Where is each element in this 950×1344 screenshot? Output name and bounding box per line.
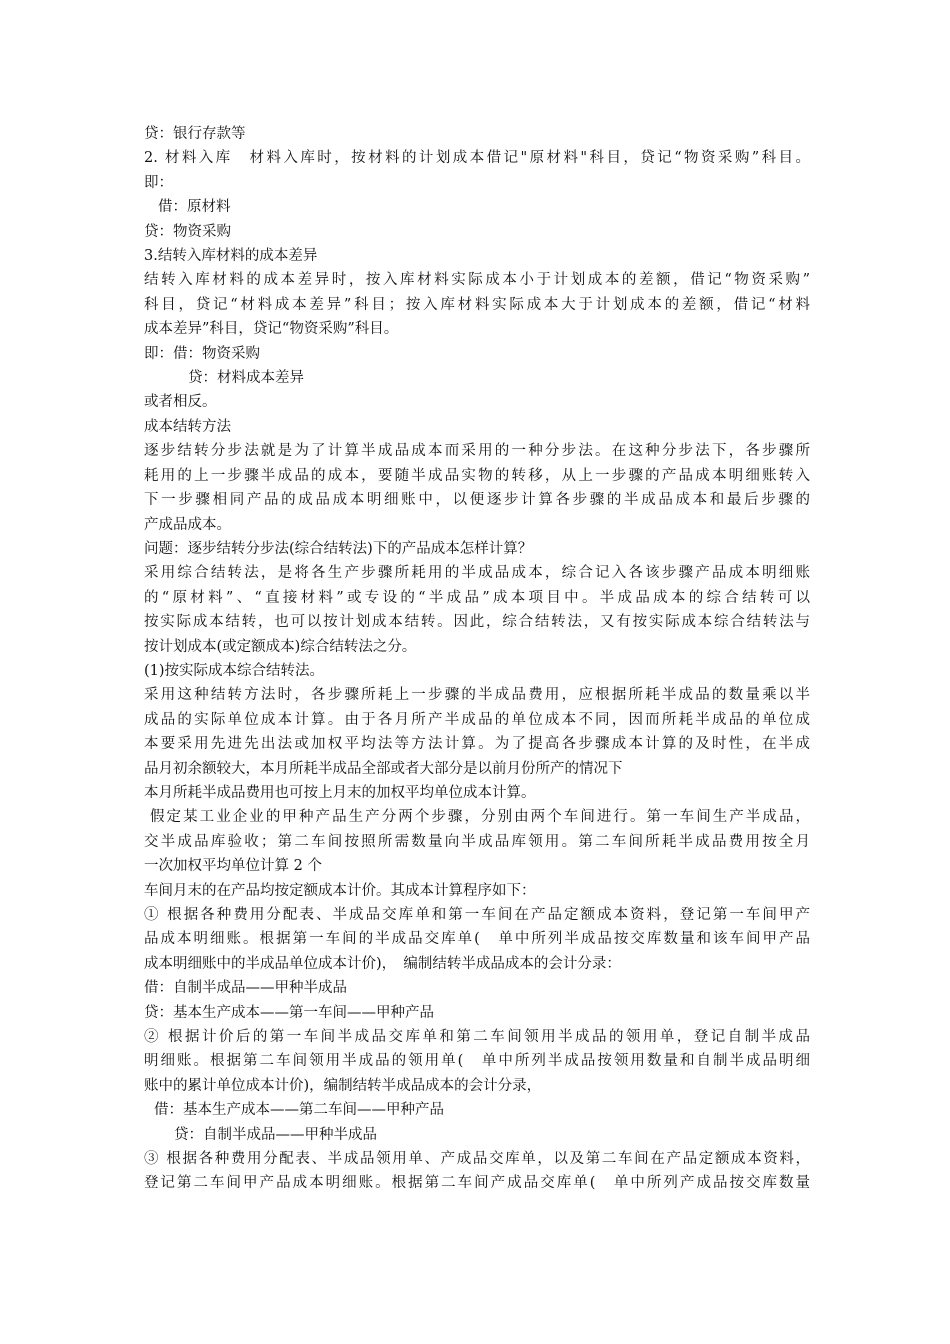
text-line: 耗用的上一步骤半成品的成本，要随半成品实物的转移，从上一步骤的产品成本明细账转入 — [144, 467, 810, 484]
text-line: 明细账。根据第二车间领用半成品的领用单( 单中所列半成品按领用数量和自制半成品明细 — [144, 1053, 810, 1070]
text-line: 贷：基本生产成本——第一车间——甲种产品 — [144, 1004, 434, 1021]
text-line: 按实际成本结转，也可以按计划成本结转。因此，综合结转法，又有按实际成本综合结转法与 — [144, 614, 810, 631]
text-line: 问题：逐步结转分步法(综合结转法)下的产品成本怎样计算？ — [144, 540, 533, 557]
text-line: 交半成品库验收；第二车间按照所需数量向半成品库领用。第二车间所耗半成品费用按全月 — [144, 833, 810, 850]
text-line: 逐步结转分步法就是为了计算半成品成本而采用的一种分步法。在这种分步法下，各步骤所 — [144, 443, 810, 460]
text-line: ① 根据各种费用分配表、半成品交库单和第一车间在产品定额成本资料，登记第一车间甲产 — [144, 907, 810, 923]
text-line: 品成本明细账。根据第一车间的半成品交库单( 单中所列半成品按交库数量和该车间甲产品 — [144, 931, 810, 948]
text-line: 登记第二车间甲产品成本明细账。根据第二车间产成品交库单( 单中所列产成品按交库数量 — [144, 1175, 810, 1192]
text-line: ② 根据计价后的第一车间半成品交库单和第二车间领用半成品的领用单，登记自制半成品 — [144, 1029, 810, 1046]
text-line: 采用这种结转方法时，各步骤所耗上一步骤的半成品费用，应根据所耗半成品的数量乘以半 — [144, 687, 810, 704]
text-line: 成本结转方法 — [144, 418, 231, 435]
text-line: 假定某工业企业的甲种产品生产分两个步骤，分别由两个车间进行。第一车间生产半成品， — [150, 809, 810, 826]
text-line: 贷：自制半成品——甲种半成品 — [174, 1126, 377, 1143]
text-line: 或者相反。 — [144, 394, 217, 411]
text-line: 即：借：物资采购 — [144, 345, 260, 362]
text-line: 贷：银行存款等 — [144, 126, 246, 142]
text-line: 2. 材料入库 材料入库时，按材料的计划成本借记"原材料"科目，贷记“物资采购”科目。 — [144, 150, 810, 167]
text-line: 科目，贷记“材料成本差异”科目；按入库材料实际成本大于计划成本的差额，借记“材料 — [144, 296, 810, 313]
text-line: ③ 根据各种费用分配表、半成品领用单、产成品交库单，以及第二车间在产品定额成本资料， — [144, 1151, 810, 1168]
text-line: 成本明细账中的半成品单位成本计价)， 编制结转半成品成本的会计分录： — [144, 955, 621, 972]
text-line: 本月所耗半成品费用也可按上月末的加权平均单位成本计算。 — [144, 784, 536, 801]
text-line: 借：自制半成品——甲种半成品 — [144, 980, 347, 997]
text-line: 的“原材料”、“直接材料”或专设的“半成品”成本项目中。半成品成本的综合结转可以 — [144, 589, 810, 606]
text-line: 下一步骤相同产品的成品成本明细账中，以便逐步计算各步骤的半成品成本和最后步骤的 — [144, 492, 810, 509]
text-line: 采用综合结转法，是将各生产步骤所耗用的半成品成本，综合记入各该步骤产品成本明细账 — [144, 565, 810, 582]
text-line: 成本差异”科目，贷记“物资采购”科目。 — [144, 321, 399, 338]
text-line: 借：原材料 — [158, 199, 231, 216]
text-line: 成品的实际单位成本计算。由于各月所产半成品的单位成本不同，因而所耗半成品的单位成 — [144, 711, 810, 728]
text-line: 贷：材料成本差异 — [188, 370, 304, 387]
text-line: 贷：物资采购 — [144, 223, 231, 240]
text-line: 产成品成本。 — [144, 516, 231, 533]
text-line: 车间月末的在产品均按定额成本计价。其成本计算程序如下： — [144, 882, 536, 899]
text-line: 即： — [144, 174, 173, 191]
text-line: (1)按实际成本综合结转法。 — [144, 662, 325, 679]
text-line: 结转入库材料的成本差异时，按入库材料实际成本小于计划成本的差额，借记“物资采购” — [144, 272, 810, 289]
text-line: 按计划成本(或定额成本)综合结转法之分。 — [144, 638, 417, 655]
text-line: 一次加权平均单位计算 2 个 — [144, 858, 322, 875]
text-line: 本要采用先进先出法或加权平均法等方法计算。为了提高各步骤成本计算的及时性，在半成 — [144, 736, 810, 753]
text-line: 借：基本生产成本——第二车间——甲种产品 — [154, 1102, 444, 1119]
document-page — [144, 122, 810, 1196]
text-line: 账中的累计单位成本计价)，编制结转半成品成本的会计分录， — [144, 1077, 542, 1094]
text-line: 品月初余额较大，本月所耗半成品全部或者大部分是以前月份所产的情况下 — [144, 760, 623, 777]
text-line: 3.结转入库材料的成本差异 — [144, 248, 318, 265]
